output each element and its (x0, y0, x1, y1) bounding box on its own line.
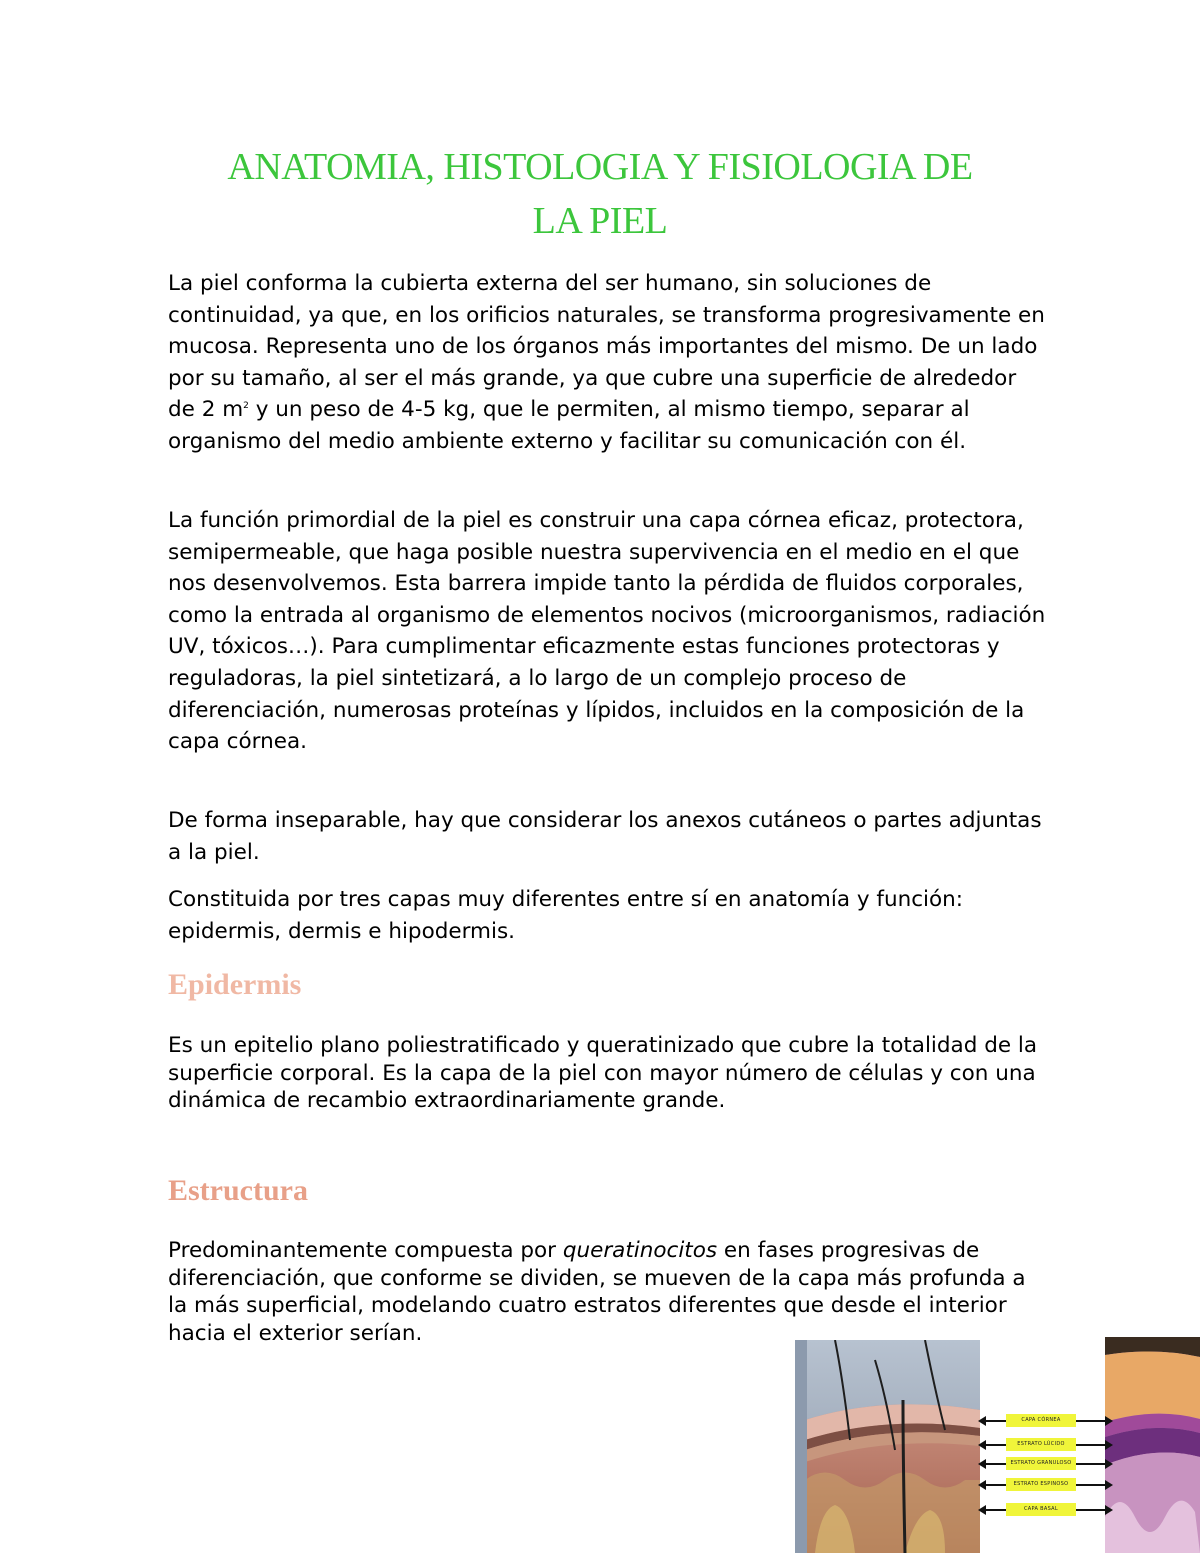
intro-paragraph-4: Constituida por tres capas muy diferentes entre sí en anatomía y función: epidermis, dermis e hipodermis. (168, 887, 964, 944)
arrow-head-left-icon (978, 1440, 986, 1450)
arrow-head-right-icon (1105, 1440, 1113, 1450)
label-estrato-granuloso: ESTRATO GRANULOSO (1006, 1457, 1076, 1470)
label-estrato-lucido: ESTRATO LÚCIDO (1006, 1438, 1076, 1451)
document-title (150, 140, 1050, 248)
arrow-head-left-icon (978, 1459, 986, 1469)
epidermis-heading: Epidermis (168, 968, 302, 1001)
estructura-text-a: Predominantemente compuesta por (168, 1238, 563, 1263)
intro-paragraph-2: La función primordial de la piel es construir una capa córnea eficaz, protectora, semipermeable, que haga posible nuestra supervivencia en el medio en el que nos desenvolvemos. Esta barrera impide tanto la pérdida de fluidos corporales, como la entrada al organismo de elementos nocivos (microorganismos, radiación UV, tóxicos…). Para cumplimentar eficazmente estas funciones protectoras y reguladoras, la piel sintetizará, a lo largo de un complejo proceso de diferenciación, numerosas proteínas y lípidos, incluidos en la composición de la capa córnea. (168, 508, 1046, 755)
skin-3d-illustration (795, 1340, 980, 1553)
arrow-head-right-icon (1105, 1416, 1113, 1426)
label-estrato-espinoso: ESTRATO ESPINOSO (1006, 1478, 1076, 1491)
arrow-head-left-icon (978, 1505, 986, 1515)
arrow-head-right-icon (1105, 1459, 1113, 1469)
title-line-2: LA PIEL (532, 200, 668, 242)
intro-paragraph-3: De forma inseparable, hay que considerar los anexos cutáneos o partes adjuntas a la piel. (168, 808, 1042, 865)
estructura-text-b: en fases progresivas de diferenciación, que conforme se dividen, se mueven de la capa más profunda a la más superficial, modelando cuatro estratos diferentes que desde el interior hacia el exterior serían. (168, 1238, 1026, 1346)
arrow-head-right-icon (1105, 1505, 1113, 1515)
skin-histology-image (1105, 1337, 1200, 1553)
label-capa-basal: CAPA BASAL (1006, 1503, 1076, 1516)
epidermis-paragraph: Es un epitelio plano poliestratificado y queratinizado que cubre la totalidad de la superficie corporal. Es la capa de la piel con mayor número de células y con una dinámica de recambio extraordinariamente grande. (168, 1033, 1038, 1113)
arrow-head-left-icon (978, 1480, 986, 1490)
intro-paragraph-1 (168, 268, 1048, 458)
superscript-2: 2 (243, 401, 249, 412)
label-capa-cornea: CAPA CÓRNEA (1006, 1414, 1076, 1427)
intro-p1-text-a: La piel conforma la cubierta externa del ser humano, sin soluciones de continuidad, ya que, en los orificios naturales, se transforma progresivamente en mucosa. Representa uno de los órganos más importantes del mismo. De un lado por su tamaño, al ser el más grande, ya que cubre una superficie de alrededor de 2 m (168, 271, 1045, 423)
estructura-heading: Estructura (168, 1174, 308, 1207)
arrow-head-right-icon (1105, 1480, 1113, 1490)
arrow-head-left-icon (978, 1416, 986, 1426)
keratinocytes-term: queratinocitos (562, 1238, 718, 1263)
intro-p1-text-b: y un peso de 4-5 kg, que le permiten, al mismo tiempo, separar al organismo del medio ambiente externo y facilitar su comunicación con él. (168, 397, 970, 454)
title-line-1: ANATOMIA, HISTOLOGIA Y FISIOLOGIA DE (227, 146, 973, 188)
estructura-paragraph (168, 1237, 1048, 1347)
